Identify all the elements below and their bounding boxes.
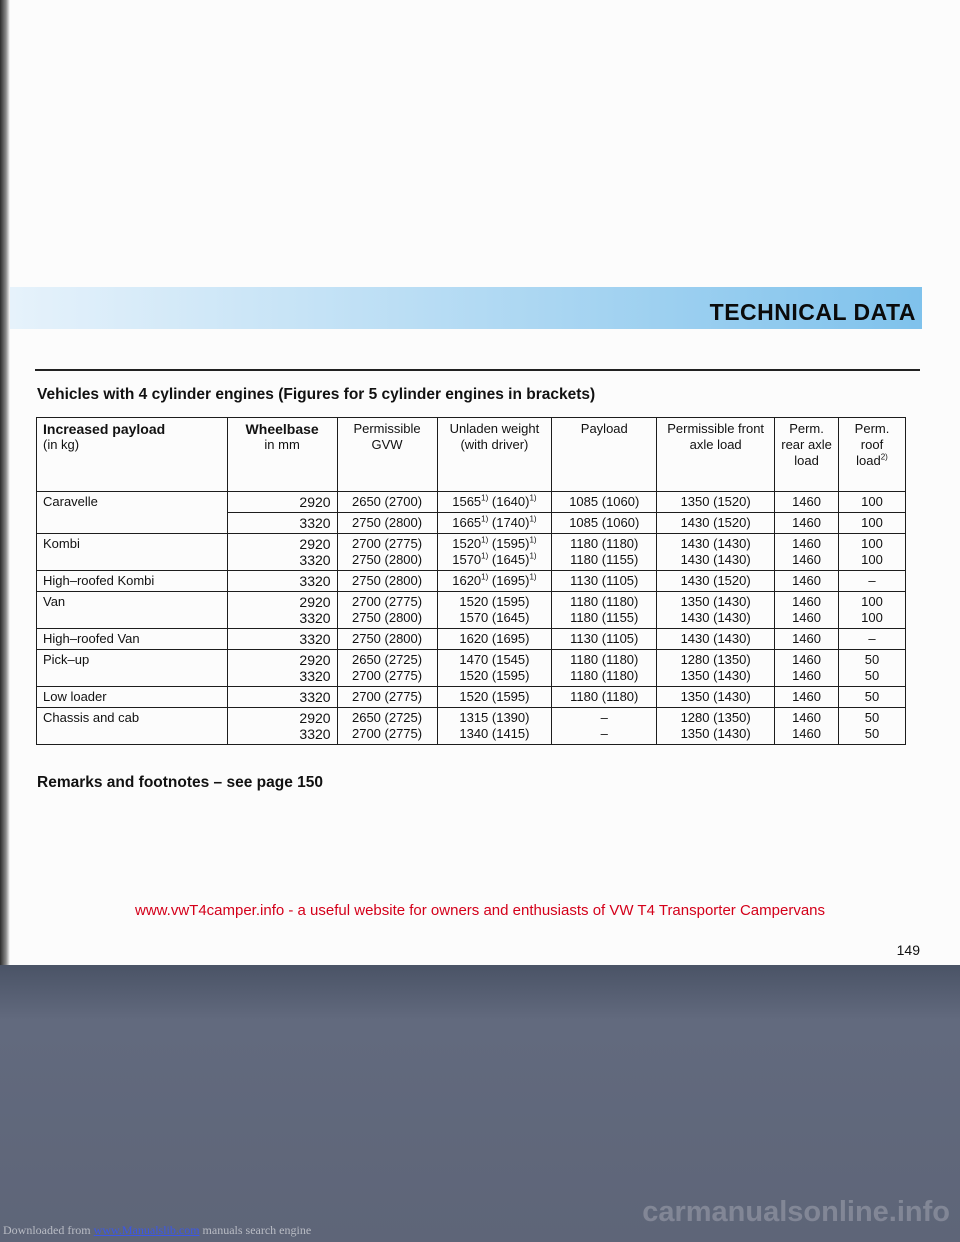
row-unladen: 1665$^{1)}$ $(1740)^{1)}$: [437, 513, 552, 534]
row-payload: 1180 (1180) 1180 (1155): [552, 592, 657, 629]
row-roof-load: 100: [839, 513, 906, 534]
row-rear-axle: 1460 1460: [775, 650, 839, 687]
row-category: Chassis and cab: [37, 708, 228, 745]
row-unladen: 1520 (1595): [437, 687, 552, 708]
row-rear-axle: 1460 1460: [775, 592, 839, 629]
row-gvw: 2750 (2800): [337, 513, 437, 534]
header-rule: [35, 369, 920, 371]
row-rear-axle: 1460: [775, 571, 839, 592]
row-unladen: 1315 (1390) 1340 (1415): [437, 708, 552, 745]
row-payload: 1130 (1105): [552, 571, 657, 592]
row-payload: – –: [552, 708, 657, 745]
row-payload: 1085 (1060): [552, 513, 657, 534]
row-wheelbase: 2920 3320: [227, 592, 337, 629]
row-wheelbase: 2920 3320: [227, 708, 337, 745]
row-gvw: 2700 (2775): [337, 687, 437, 708]
row-roof-load: 50 50: [839, 708, 906, 745]
page-binding-edge: [0, 0, 10, 965]
header-payload: Payload: [552, 418, 657, 492]
row-wheelbase: 3320: [227, 629, 337, 650]
row-category: Caravelle: [37, 492, 228, 534]
row-payload: 1130 (1105): [552, 629, 657, 650]
header-unladen: Unladen weight (with driver): [437, 418, 552, 492]
row-roof-load: 50: [839, 687, 906, 708]
row-front-axle: 1280 (1350) 1350 (1430): [657, 650, 775, 687]
table-subtitle: Vehicles with 4 cylinder engines (Figures for 5 cylinder engines in brackets): [37, 386, 596, 403]
row-unladen: 1620$^{1)}$ $(1695)^{1)}$: [437, 571, 552, 592]
row-payload: 1180 (1180) 1180 (1155): [552, 534, 657, 571]
row-rear-axle: 1460: [775, 492, 839, 513]
table-row: [37, 687, 906, 708]
row-roof-load: –: [839, 571, 906, 592]
row-unladen: 1520$^{1)}$ $(1595)^{1)}$ 1570$^{1)}$ $(1645)^{1)}$: [437, 534, 552, 571]
row-category: Pick–up: [37, 650, 228, 687]
row-category: Low loader: [37, 687, 228, 708]
watermark: carmanualsonline.info: [642, 1196, 950, 1228]
row-front-axle: 1350 (1430) 1430 (1430): [657, 592, 775, 629]
row-wheelbase: 3320: [227, 687, 337, 708]
row-roof-load: 100 100: [839, 592, 906, 629]
row-roof-load: 100: [839, 492, 906, 513]
row-wheelbase: 2920 3320: [227, 650, 337, 687]
row-gvw: 2750 (2800): [337, 571, 437, 592]
section-title: TECHNICAL DATA: [709, 299, 916, 325]
row-front-axle: 1430 (1520): [657, 513, 775, 534]
row-payload: 1180 (1180) 1180 (1180): [552, 650, 657, 687]
table-row: [37, 629, 906, 650]
header-roof-load: Perm. roof load$^{2)}$: [839, 418, 906, 492]
row-wheelbase: 2920: [227, 492, 337, 513]
table-row: [37, 492, 906, 513]
header-rear-axle: Perm. rear axle load: [775, 418, 839, 492]
row-wheelbase: 3320: [227, 513, 337, 534]
download-footer: Downloaded from www.Manualslib.com manuals search engine: [3, 1223, 312, 1237]
row-wheelbase: 3320: [227, 571, 337, 592]
row-rear-axle: 1460: [775, 513, 839, 534]
row-front-axle: 1430 (1430) 1430 (1430): [657, 534, 775, 571]
row-payload: 1085 (1060): [552, 492, 657, 513]
row-gvw: 2650 (2700): [337, 492, 437, 513]
row-roof-load: 100 100: [839, 534, 906, 571]
row-front-axle: 1280 (1350) 1350 (1430): [657, 708, 775, 745]
row-front-axle: 1350 (1430): [657, 687, 775, 708]
row-unladen: 1470 (1545) 1520 (1595): [437, 650, 552, 687]
row-rear-axle: 1460 1460: [775, 534, 839, 571]
row-rear-axle: 1460: [775, 687, 839, 708]
row-gvw: 2700 (2775) 2750 (2800): [337, 592, 437, 629]
header-gvw: Permissible GVW: [337, 418, 437, 492]
manualslib-link[interactable]: www.Manualslib.com: [93, 1223, 200, 1237]
row-roof-load: –: [839, 629, 906, 650]
table-row: [37, 708, 906, 745]
row-gvw: 2650 (2725) 2700 (2775): [337, 650, 437, 687]
row-front-axle: 1430 (1520): [657, 571, 775, 592]
row-rear-axle: 1460 1460: [775, 708, 839, 745]
table-row: [37, 571, 906, 592]
row-rear-axle: 1460: [775, 629, 839, 650]
technical-data-table: [36, 417, 906, 745]
header-front-axle: Permissible front axle load: [657, 418, 775, 492]
row-category: Kombi: [37, 534, 228, 571]
row-front-axle: 1430 (1430): [657, 629, 775, 650]
website-banner: www.vwT4camper.info - a useful website for owners and enthusiasts of VW T4 Transporter Campervans: [134, 902, 826, 919]
row-unladen: 1520 (1595) 1570 (1645): [437, 592, 552, 629]
row-unladen: 1620 (1695): [437, 629, 552, 650]
row-gvw: 2650 (2725) 2700 (2775): [337, 708, 437, 745]
row-front-axle: 1350 (1520): [657, 492, 775, 513]
row-payload: 1180 (1180): [552, 687, 657, 708]
table-header-row: [37, 418, 906, 492]
row-category: High–roofed Kombi: [37, 571, 228, 592]
table-row: [37, 592, 906, 629]
row-wheelbase: 2920 3320: [227, 534, 337, 571]
header-increased-payload: Increased payload (in kg): [37, 418, 228, 492]
header-wheelbase: Wheelbase in mm: [227, 418, 337, 492]
remarks-note: Remarks and footnotes – see page 150: [37, 774, 324, 791]
page-number: 149: [896, 942, 920, 958]
table-row: [37, 534, 906, 571]
row-unladen: 1565$^{1)}$ $(1640)^{1)}$: [437, 492, 552, 513]
row-roof-load: 50 50: [839, 650, 906, 687]
row-category: Van: [37, 592, 228, 629]
row-gvw: 2700 (2775) 2750 (2800): [337, 534, 437, 571]
row-category: High–roofed Van: [37, 629, 228, 650]
row-gvw: 2750 (2800): [337, 629, 437, 650]
table-row: [37, 650, 906, 687]
